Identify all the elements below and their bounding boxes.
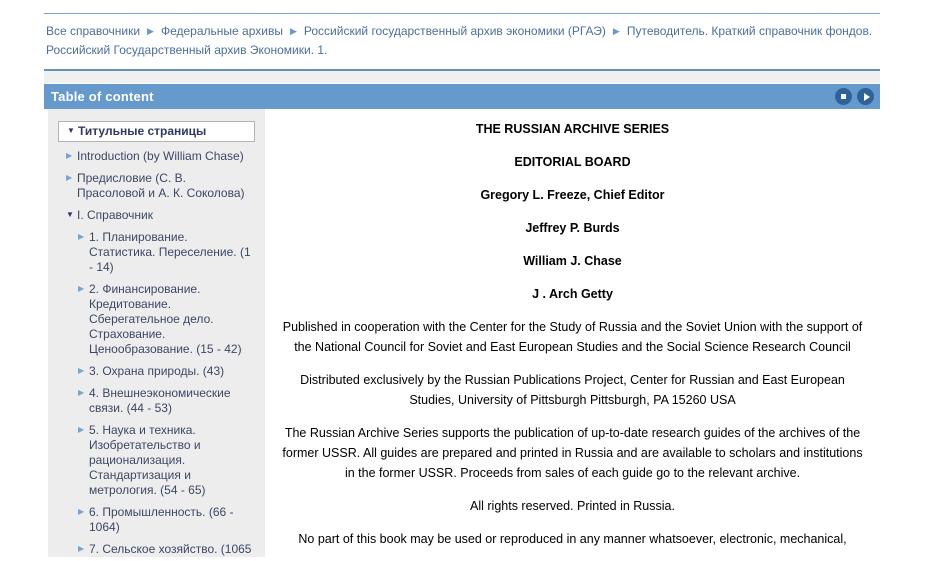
breadcrumb-separator-icon: ▶: [289, 26, 297, 36]
toc-item[interactable]: [66, 208, 255, 223]
toc-item[interactable]: [78, 364, 255, 379]
breadcrumb-separator-icon: ▶: [147, 26, 154, 36]
stop-button[interactable]: [835, 88, 852, 105]
sidebar-toc: [48, 109, 265, 557]
triangle-expanded-icon[interactable]: ▼: [67, 126, 75, 135]
triangle-collapsed-icon[interactable]: ▶: [78, 366, 85, 375]
toc-item[interactable]: [78, 386, 255, 416]
content-paragraph: The Russian Archive Series supports the publication of up-to-date research guides of the archives of the former USSR. All guides are prepared and printed in Russia and are available to scholars and institutions in the former USSR. Proceeds from sales of each guide go to the relevant archive.: [282, 426, 863, 480]
toc-item-label: 2. Финансирование. Кредитование. Сберегательное дело. Страхование. Ценообразование. (15 - 42): [89, 282, 242, 356]
triangle-collapsed-icon[interactable]: ▶: [78, 284, 85, 293]
toc-item[interactable]: [78, 542, 255, 557]
triangle-collapsed-icon[interactable]: ▶: [78, 232, 85, 241]
toc-item[interactable]: [66, 149, 255, 164]
toc-item[interactable]: [78, 505, 255, 535]
triangle-collapsed-icon[interactable]: ▶: [66, 151, 73, 160]
toc-item-label: 5. Наука и техника. Изобретательство и рационализация. Стандартизация и метрология. (54 - 65): [89, 423, 206, 497]
toc-item[interactable]: [58, 121, 255, 142]
content-heading: Jeffrey P. Burds: [525, 221, 620, 235]
toc-item[interactable]: [78, 423, 255, 498]
content-paragraph: No part of this book may be used or reproduced in any manner whatsoever, electronic, mechanical,: [298, 532, 847, 546]
triangle-collapsed-icon[interactable]: ▶: [78, 544, 85, 553]
breadcrumb-link[interactable]: Федеральные архивы: [160, 24, 283, 38]
play-button[interactable]: [857, 88, 874, 105]
toc-item-label: I. Справочник: [77, 208, 153, 222]
breadcrumb-separator-icon: ▶: [612, 26, 620, 36]
play-icon: [864, 93, 870, 101]
toc-item[interactable]: [78, 282, 255, 357]
toc-item-label: 6. Промышленность. (66 - 1064): [89, 505, 234, 534]
panel-buttons: [835, 88, 874, 105]
stop-icon: [841, 94, 846, 99]
toc-item-label: Introduction (by William Chase): [77, 149, 244, 163]
content-area: [265, 109, 880, 557]
page: [0, 13, 935, 561]
toc-item-label: 3. Охрана природы. (43): [89, 364, 225, 378]
content-heading: J . Arch Getty: [532, 287, 613, 301]
content-heading: THE RUSSIAN ARCHIVE SERIES: [475, 122, 670, 136]
triangle-collapsed-icon[interactable]: ▶: [78, 507, 85, 516]
panel-title: Table of content: [51, 89, 154, 104]
content-heading: Gregory L. Freeze, Chief Editor: [480, 188, 665, 202]
triangle-collapsed-icon[interactable]: ▶: [66, 173, 73, 182]
breadcrumb-current: Путеводитель. Краткий справочник фондов. Российский Государственный архив Экономики. 1.: [46, 24, 873, 57]
breadcrumb-link[interactable]: Все справочники: [46, 24, 141, 38]
toc-item[interactable]: [66, 171, 255, 201]
toc-item-label: 7. Сельское хозяйство. (1065: [89, 542, 252, 556]
toc-item[interactable]: [78, 230, 255, 275]
breadcrumb-link[interactable]: Российский государственный архив экономики (РГАЭ): [303, 24, 606, 38]
triangle-collapsed-icon[interactable]: ▶: [78, 388, 85, 397]
content-paragraph: All rights reserved. Printed in Russia.: [470, 499, 675, 513]
content-paragraph: Distributed exclusively by the Russian Publications Project, Center for Russian and East European Studies, University of Pittsburgh Pittsburgh, PA 15260 USA: [300, 373, 845, 407]
content-heading: EDITORIAL BOARD: [514, 155, 631, 169]
panel-header: [44, 84, 880, 109]
triangle-collapsed-icon[interactable]: ▶: [78, 425, 85, 434]
content-paragraph: Published in cooperation with the Center for the Study of Russia and the Soviet Union with the support of the National Council for Soviet and East European Studies and the Social Science Research Council: [282, 320, 863, 354]
content-heading: William J. Chase: [523, 254, 622, 268]
toc-item-label: 1. Планирование. Статистика. Переселение. (1 - 14): [89, 230, 251, 274]
gray-band: [44, 71, 880, 84]
toc-item-label: 4. Внешнеэкономические связи. (44 - 53): [89, 386, 231, 415]
toc-item-label: Предисловие (С. В. Прасоловой и А. К. Соколова): [77, 171, 245, 200]
breadcrumb: [44, 14, 880, 69]
triangle-expanded-icon[interactable]: ▼: [66, 210, 74, 219]
toc-item-label: Титульные страницы: [78, 124, 207, 138]
